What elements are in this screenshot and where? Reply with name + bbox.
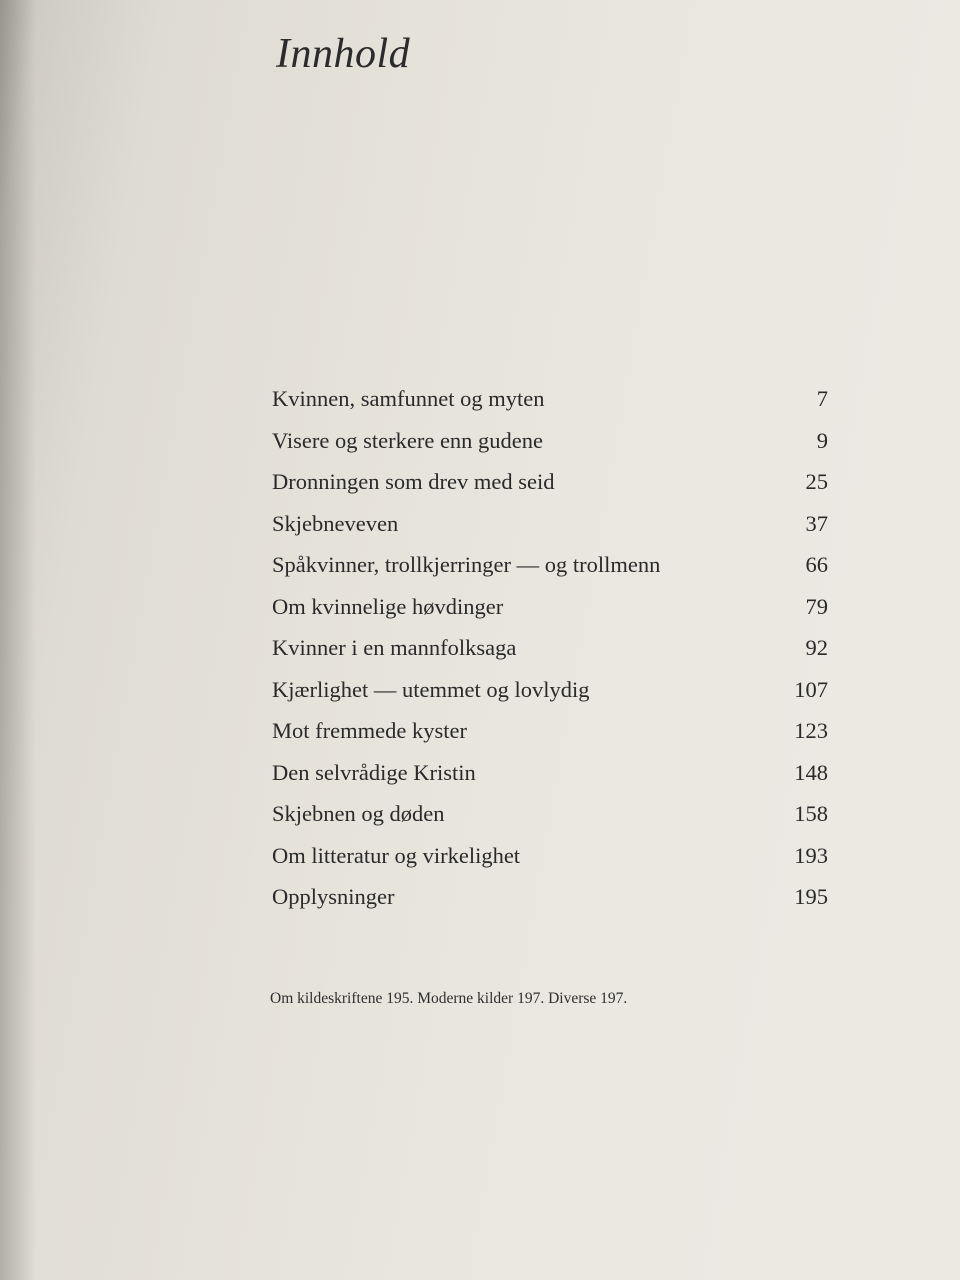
toc-entry [272, 718, 832, 760]
toc-entry [272, 884, 832, 926]
toc-entry-title: Kvinnen, samfunnet og myten [272, 386, 545, 411]
toc-entry-page: 66 [805, 552, 828, 577]
page-title: Innhold [276, 31, 411, 77]
toc-entry-page: 37 [805, 510, 828, 536]
toc-entry-title: Om litteratur og virkelighet [272, 842, 521, 868]
toc-entry [272, 760, 832, 802]
toc-entry [272, 552, 832, 594]
toc-entry-page: 158 [794, 801, 828, 826]
toc-entry-title: Skjebnen og døden [272, 801, 445, 826]
toc-entry [272, 594, 832, 636]
toc-entry [272, 428, 832, 470]
toc-entry [272, 843, 832, 885]
toc-entry-page: 107 [794, 676, 828, 702]
toc-entry-title: Kvinner i en mannfolksaga [272, 635, 517, 660]
page-shadow [0, 0, 36, 1280]
toc-entry-page: 9 [816, 427, 828, 453]
toc-entry-page: 7 [816, 386, 828, 411]
toc-entry-page: 123 [794, 718, 828, 743]
toc-entry [272, 801, 832, 843]
toc-entry-title: Den selvrådige Kristin [272, 759, 476, 785]
footnote: Om kildeskriftene 195. Moderne kilder 197. Diverse 197. [270, 990, 628, 1007]
toc-entry-title: Kjærlighet — utemmet og lovlydig [272, 676, 590, 702]
toc-entry-title: Mot fremmede kyster [272, 718, 467, 743]
toc-entry-page: 148 [794, 759, 828, 785]
toc-entry-title: Om kvinnelige høvdinger [272, 593, 504, 619]
toc-entry-page: 92 [805, 635, 828, 660]
toc-entry [272, 386, 832, 428]
toc-entry-title: Visere og sterkere enn gudene [272, 427, 544, 453]
toc-entry-page: 79 [805, 593, 828, 619]
toc-entry-title: Opplysninger [272, 884, 395, 909]
toc-entry-page: 195 [794, 884, 828, 909]
toc-entry-title: Spåkvinner, trollkjerringer — og trollmenn [272, 552, 661, 577]
toc-entry [272, 635, 832, 677]
toc-entry-page: 193 [794, 842, 828, 868]
toc-entry-page: 25 [805, 469, 828, 494]
toc-entry [272, 677, 832, 719]
table-of-contents [272, 386, 832, 926]
toc-entry-title: Dronningen som drev med seid [272, 469, 555, 494]
toc-entry-title: Skjebneveven [272, 510, 399, 536]
toc-entry [272, 511, 832, 553]
toc-entry [272, 469, 832, 511]
